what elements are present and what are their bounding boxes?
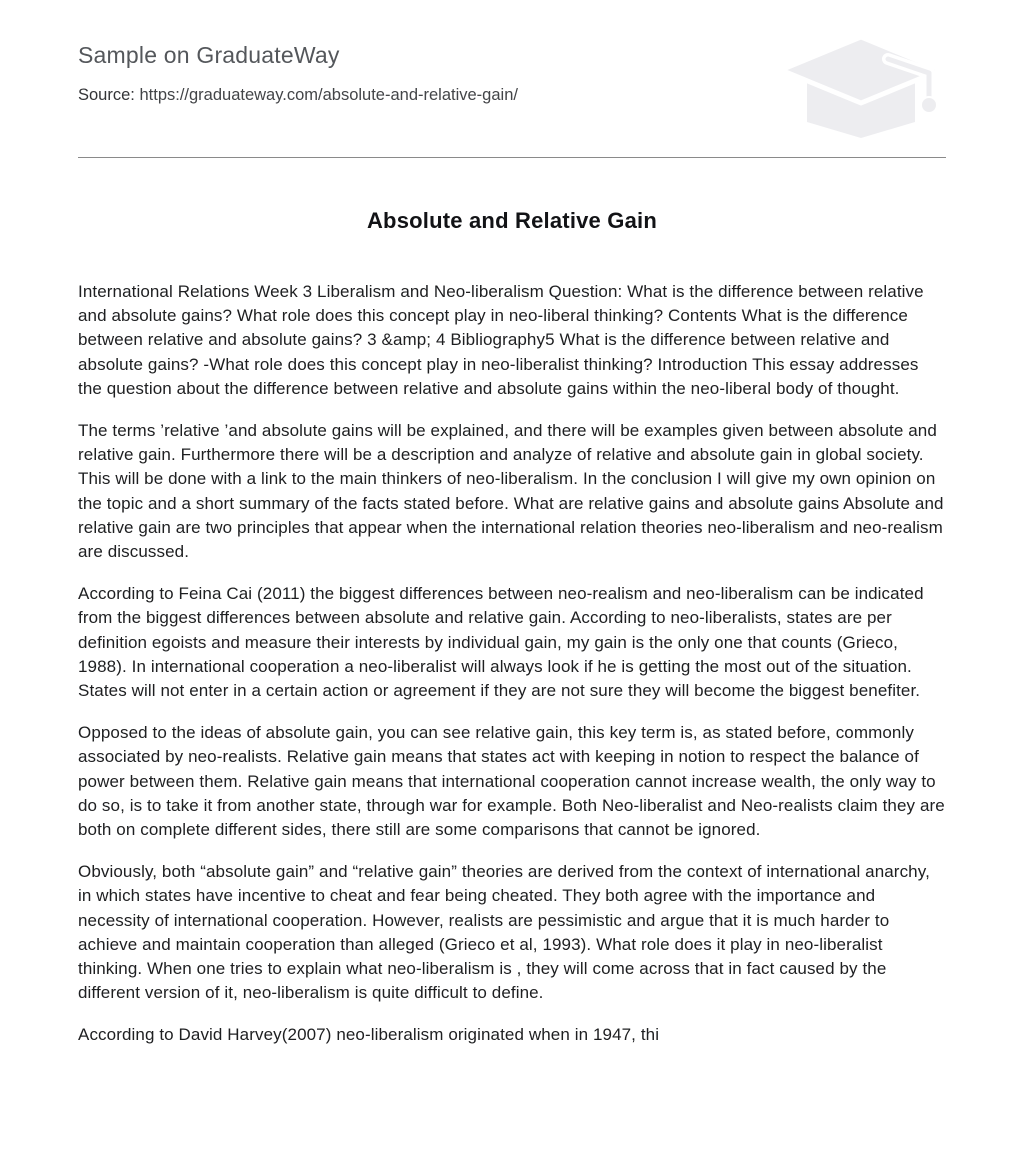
page-header	[78, 0, 946, 142]
essay-paragraph-4: Opposed to the ideas of absolute gain, you can see relative gain, this key term is, as stated before, commonly associated by neo-realists. Relative gain means that states act with keeping in notion to respect the balance of power between them. Relative gain means that international cooperation cannot increase wealth, the only way to do so, is to take it from another state, through war for example. Both Neo-liberalist and Neo-realists claim they are both on complete different sides, there still are some comparisons that cannot be ignored.	[78, 723, 945, 840]
essay-paragraph-6: According to David Harvey(2007) neo-liberalism originated when in 1947, thi	[78, 1025, 660, 1045]
source-label: Source:	[78, 86, 135, 104]
essay-body	[78, 280, 946, 1048]
essay-title: Absolute and Relative Gain	[366, 208, 658, 233]
source-line	[78, 84, 518, 106]
essay-paragraph-1: International Relations Week 3 Liberalism and Neo-liberalism Question: What is the difference between relative and absolute gains? What role does this concept play in neo-liberal thinking? Contents What is the difference between relative and absolute gains? 3 &amp; 4 Bibliography5 What is the difference between relative and absolute gains? -What role does this concept play in neo-liberalist thinking? Introduction This essay addresses the question about the difference between relative and absolute gains within the neo-liberal body of thought.	[78, 282, 924, 398]
source-link[interactable]: https://graduateway.com/absolute-and-relative-gain/	[139, 86, 518, 104]
graduation-cap-icon	[776, 30, 946, 142]
essay-paragraph-2: The terms ’relative ’and absolute gains will be explained, and there will be examples given between absolute and relative gain. Furthermore there will be a description and analyze of relative and absolute gain in global society. This will be done with a link to the main thinkers of neo-liberalism. In the conclusion I will give my own opinion on the topic and a short summary of the facts stated before. What are relative gains and absolute gains Absolute and relative gain are two principles that appear when the international relation theories neo-liberalism and neo-realism are discussed.	[78, 421, 944, 562]
essay-paragraph-3: According to Feina Cai (2011) the biggest differences between neo-realism and neo-liberalism can be indicated from the biggest differences between absolute and relative gain. According to neo-liberalists, states are per definition egoists and measure their interests by individual gain, my gain is the only one that counts (Grieco, 1988). In international cooperation a neo-liberalist will always look if he is getting the most out of the situation. States will not enter in a certain action or agreement if they are not sure they will become the biggest benefiter.	[78, 584, 924, 701]
divider	[78, 157, 946, 158]
site-title: Sample on GraduateWay	[78, 42, 340, 68]
essay-paragraph-5: Obviously, both “absolute gain” and “relative gain” theories are derived from the context of international anarchy, in which states have incentive to cheat and fear being cheated. They both agree with the importance and necessity of international cooperation. However, realists are pessimistic and argue that it is much harder to achieve and maintain cooperation than alleged (Grieco et al, 1993). What role does it play in neo-liberalist thinking. When one tries to explain what neo-liberalism is , they will come across that in fact caused by the different version of it, neo-liberalism is quite difficult to define.	[78, 862, 930, 1003]
